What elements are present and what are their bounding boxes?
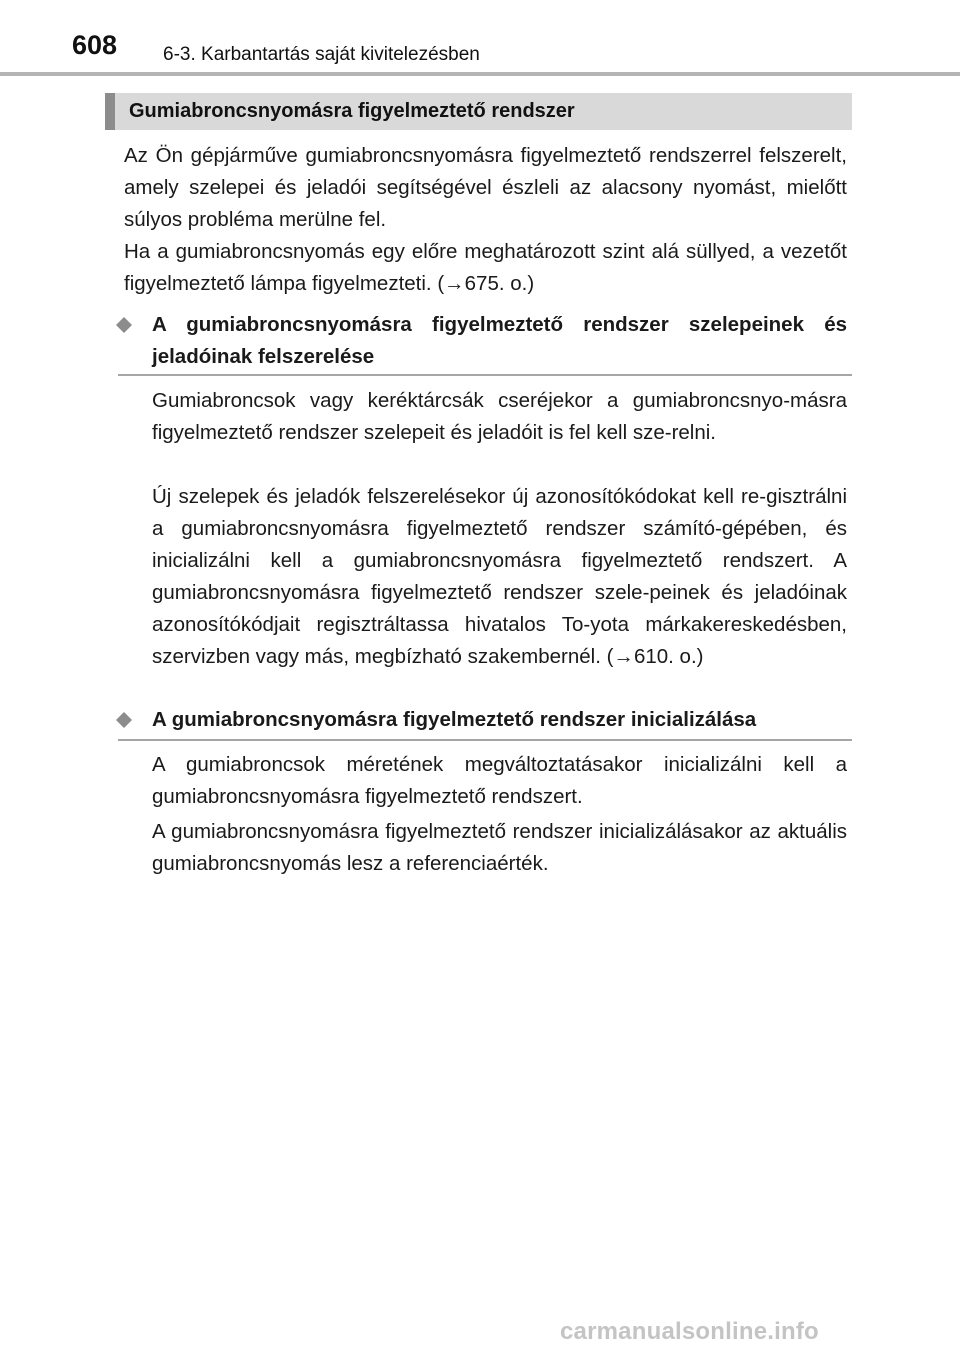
intro-paragraph-2: Ha a gumiabroncsnyomás egy előre meghatározott szint alá süllyed, a vezetőt figyelmeztető lámpa figyelmezteti. (→675. o.) xyxy=(124,240,847,295)
subheading-1-text: A gumiabroncsnyomásra figyelmeztető rendszer szelepeinek és jeladóinak felszerelése xyxy=(152,313,847,368)
subheading-2-text: A gumiabroncsnyomásra figyelmeztető rendszer inicializálása xyxy=(152,708,757,731)
section-title: Gumiabroncsnyomásra figyelmeztető rendszer xyxy=(129,100,575,122)
section-heading-bar xyxy=(105,93,852,130)
diamond-bullet-icon xyxy=(116,317,132,333)
intro-paragraph-1: Az Ön gépjárműve gumiabroncsnyomásra figyelmeztető rendszerrel felszerelt, amely szelepei és jeladói segítségével észleli az alacsony nyomást, mielőtt súlyos probléma merülne fel. xyxy=(124,144,847,231)
sub1-paragraph-2: Új szelepek és jeladók felszerelésekor új azonosítókódokat kell re-gisztrálni a gumiabroncsnyomásra figyelmeztető rendszer számító-gépében, és inicializálni kell a gumiabroncsnyomásra figyelmeztető rendszert. A gumiabroncsnyomásra figyelmeztető rendszer szele-peinek és jeladóinak azonosítókódjait regisztráltassa hivatalos To-yota márkakereskedésben, szervizben vagy más, megbízható szakembernél. (→610. o.) xyxy=(152,485,847,668)
diamond-bullet-icon xyxy=(116,712,132,728)
page-number: 608 xyxy=(72,30,118,60)
chapter-title: 6-3. Karbantartás saját kivitelezésben xyxy=(163,44,480,65)
subheading-1-divider xyxy=(118,374,852,376)
subheading-2-divider xyxy=(118,739,852,741)
sub2-paragraph-2: A gumiabroncsnyomásra figyelmeztető rendszer inicializálásakor az aktuális gumiabroncsnyomás lesz a referenciaérték. xyxy=(152,820,847,875)
page-header xyxy=(0,0,960,80)
sub2-paragraph-1: A gumiabroncsok méretének megváltoztatásakor inicializálni kell a gumiabroncsnyomásra figyelmeztető rendszert. xyxy=(152,753,847,808)
sub1-paragraph-1: Gumiabroncsok vagy keréktárcsák cseréjekor a gumiabroncsnyo-másra figyelmeztető rendszer szelepeit és jeladóit is fel kell sze-relni. xyxy=(152,389,847,444)
watermark: carmanualsonline.info xyxy=(560,1318,819,1345)
header-divider xyxy=(0,72,960,76)
